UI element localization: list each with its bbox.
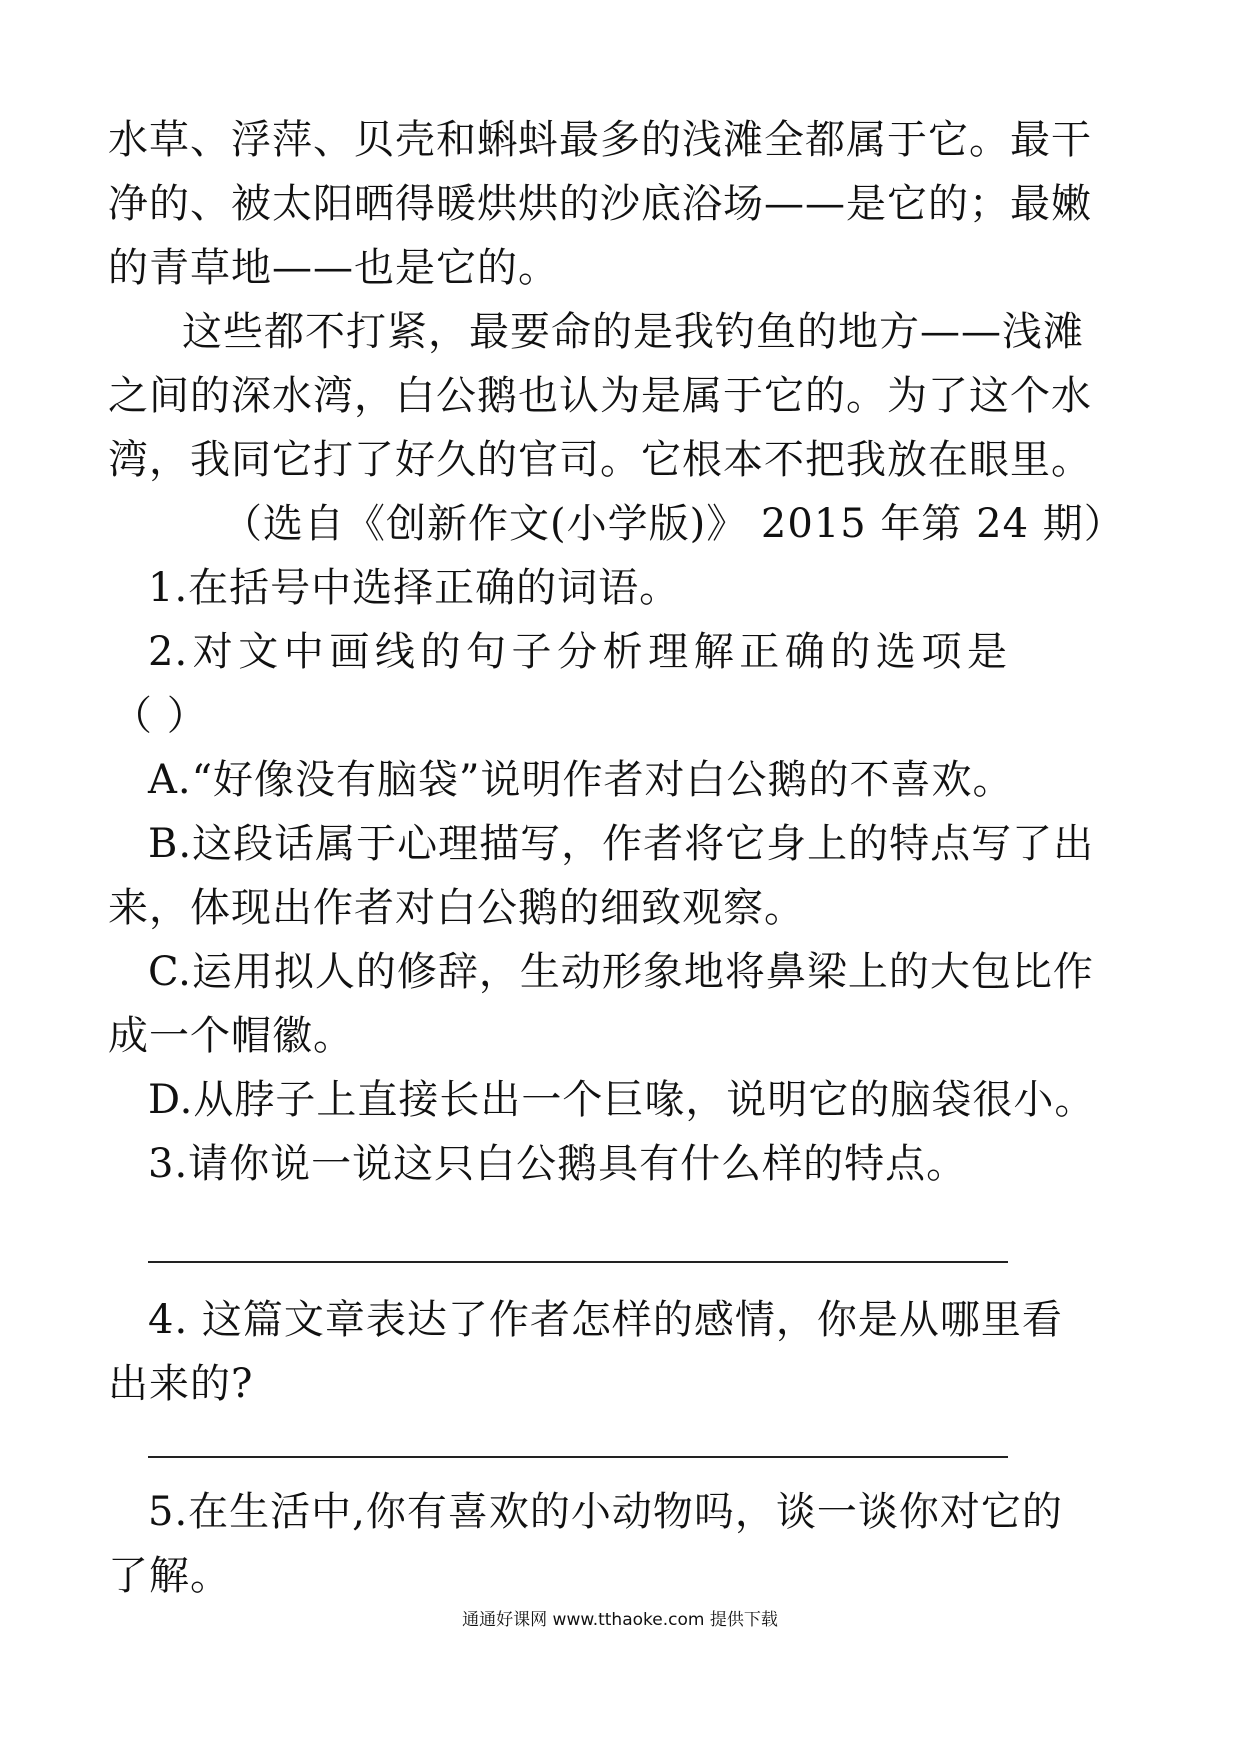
answer-line-4[interactable] <box>148 1456 1008 1458</box>
question-5-continued: 了解。 <box>108 1553 231 1599</box>
passage-text: 这些都不打紧，最要命的是我钓鱼的地方——浅滩 <box>182 309 1084 355</box>
passage-text: 的青草地——也是它的。 <box>108 245 559 291</box>
option-a: A.“好像没有脑袋”说明作者对白公鹅的不喜欢。 <box>148 757 1014 803</box>
passage-text: 之间的深水湾，白公鹅也认为是属于它的。为了这个水 <box>108 373 1092 419</box>
question-3: 3.请你说一说这只白公鹅具有什么样的特点。 <box>148 1141 968 1187</box>
passage-text: 水草、浮萍、贝壳和蝌蚪最多的浅滩全都属于它。最干 <box>108 117 1092 163</box>
option-d: D.从脖子上直接长出一个巨喙，说明它的脑袋很小。 <box>148 1077 1096 1123</box>
passage-text: 湾，我同它打了好久的官司。它根本不把我放在眼里。 <box>108 437 1092 483</box>
source-citation: （选自《创新作文(小学版)》 2015 年第 24 期） <box>222 501 1125 547</box>
option-b-continued: 来，体现出作者对白公鹅的细致观察。 <box>108 885 805 931</box>
question-5: 5.在生活中,你有喜欢的小动物吗，谈一谈你对它的 <box>148 1489 1063 1535</box>
answer-parentheses[interactable]: （ ） <box>112 693 208 739</box>
question-2: 2.对文中画线的句子分析理解正确的选项是 <box>148 629 1008 675</box>
option-c-continued: 成一个帽徽。 <box>108 1013 354 1059</box>
footer-download-note: 通通好课网 www.tthaoke.com 提供下载 <box>462 1610 778 1630</box>
answer-line-3[interactable] <box>148 1261 1008 1263</box>
option-c: C.运用拟人的修辞，生动形象地将鼻梁上的大包比作 <box>148 949 1094 995</box>
passage-text: 净的、被太阳晒得暖烘烘的沙底浴场——是它的；最嫩 <box>108 181 1092 227</box>
question-4: 4. 这篇文章表达了作者怎样的感情，你是从哪里看 <box>148 1297 1063 1343</box>
question-1: 1.在括号中选择正确的词语。 <box>148 565 681 611</box>
option-b: B.这段话属于心理描写，作者将它身上的特点写了出 <box>148 821 1095 867</box>
question-4-continued: 出来的? <box>108 1361 254 1407</box>
